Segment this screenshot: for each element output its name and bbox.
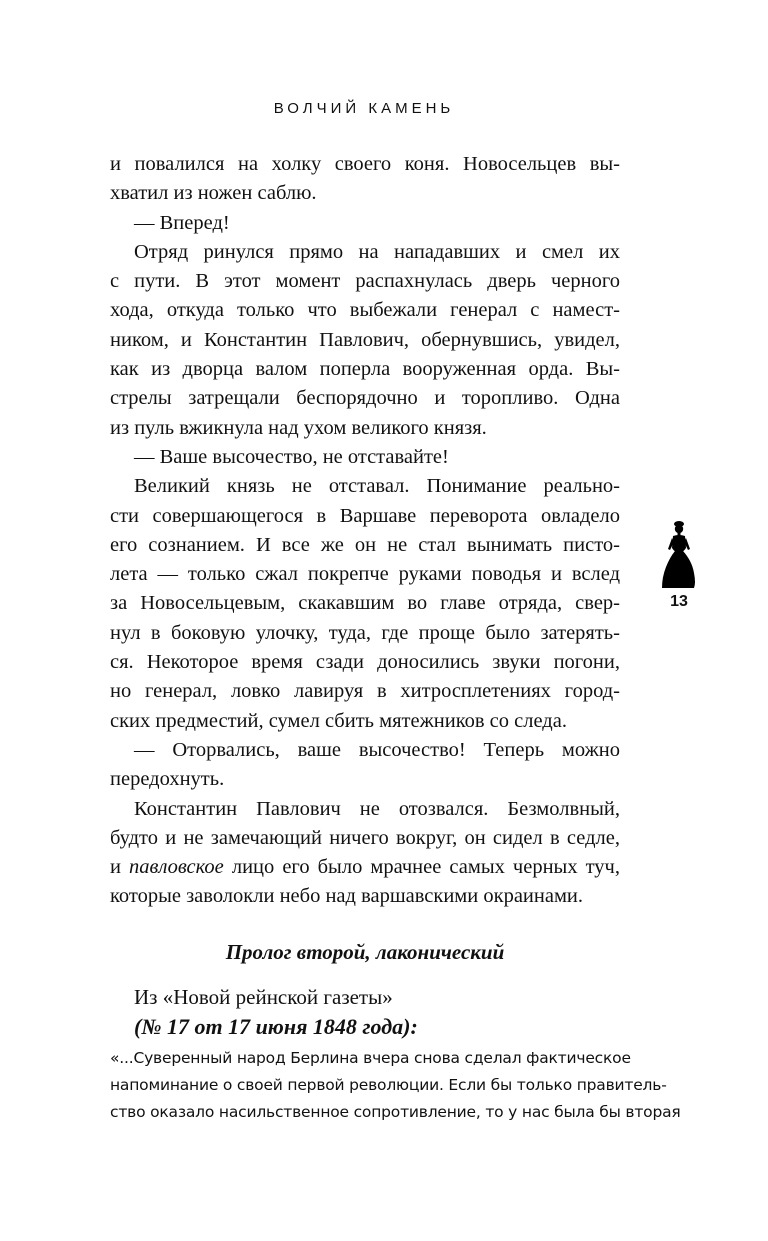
text-line: и повалился на холку своего коня. Новосельцев вы- (110, 153, 620, 175)
text-line: хода, откуда только что выбежали генерал с намест- (110, 299, 620, 322)
source-line (110, 985, 620, 1010)
text-line: стрелы затрещали беспорядочно и торопливо. Одна (110, 387, 620, 410)
text-line: нул в боковую улочку, туда, где проще было затерять- (110, 621, 620, 644)
text-line: будто и не замечающий ничего вокруг, он сидел в седле, (110, 826, 620, 849)
source-date: (№ 17 от 17 июня 1848 года): (134, 1014, 418, 1039)
text-fragment: лицо его было мрачнее самых черных туч, (231, 856, 620, 879)
quote-line: напоминание о своей первой революции. Если бы только правитель- (110, 1076, 667, 1094)
text-line: как из дворца валом поперла вооруженная орда. Вы- (110, 358, 620, 381)
text-line: которые заволокли небо над варшавскими окраинами. (110, 885, 584, 908)
text-line: его сознанием. И все же он не стал вынимать писто- (110, 533, 620, 556)
text-line: с пути. В этот момент распахнулась дверь черного (110, 270, 620, 293)
text-line: ся. Некоторое время сзади доносились звуки погони, (110, 651, 620, 674)
text-line: — Ваше высочество, не отставайте! (134, 445, 449, 468)
text-line: передохнуть. (110, 768, 225, 791)
quote-line: ство оказало насильственное сопротивление, то у нас была бы вторая (110, 1103, 681, 1121)
text-line: ником, и Константин Павлович, обернувшись, увидел, (110, 328, 620, 351)
text-line: за Новосельцевым, скакавшим во главе отряда, свер- (110, 592, 620, 615)
text-line: Великий князь не отставал. Понимание реально- (134, 475, 620, 498)
text-line: но генерал, ловко лавируя в хитросплетениях город- (110, 680, 620, 703)
source-text: Из «Новой рейнской газеты» (134, 985, 393, 1009)
prologue-heading: Пролог второй, лаконический (225, 940, 505, 964)
text-fragment: и (110, 856, 121, 879)
running-title: ВОЛЧИЙ КАМЕНЬ (273, 100, 455, 117)
text-line: — Оторвались, ваше высочество! Теперь можно (134, 738, 620, 761)
body-text (110, 150, 620, 912)
page-number: 13 (670, 593, 688, 610)
text-line: лета — только сжал покрепче руками поводья и вслед (110, 563, 620, 586)
text-line: Отряд ринулся прямо на нападавших и смел их (134, 240, 620, 263)
text-line: сти совершающегося в Варшаве переворота овладело (110, 504, 620, 527)
quote-text (110, 1045, 681, 1126)
text-line: Константин Павлович не отозвался. Безмолвный, (134, 797, 620, 820)
text-line: хватил из ножен саблю. (110, 182, 317, 205)
text-line: из пуль вжикнула над ухом великого князя. (110, 416, 487, 439)
italic-word: павловское (129, 856, 224, 879)
text-line: — Вперед! (134, 211, 230, 234)
text-line: ских предместий, сумел сбить мятежников со следа. (110, 709, 567, 732)
text-line (110, 853, 620, 882)
quote-line: «...Суверенный народ Берлина вчера снова сделал фактическое (110, 1049, 631, 1067)
